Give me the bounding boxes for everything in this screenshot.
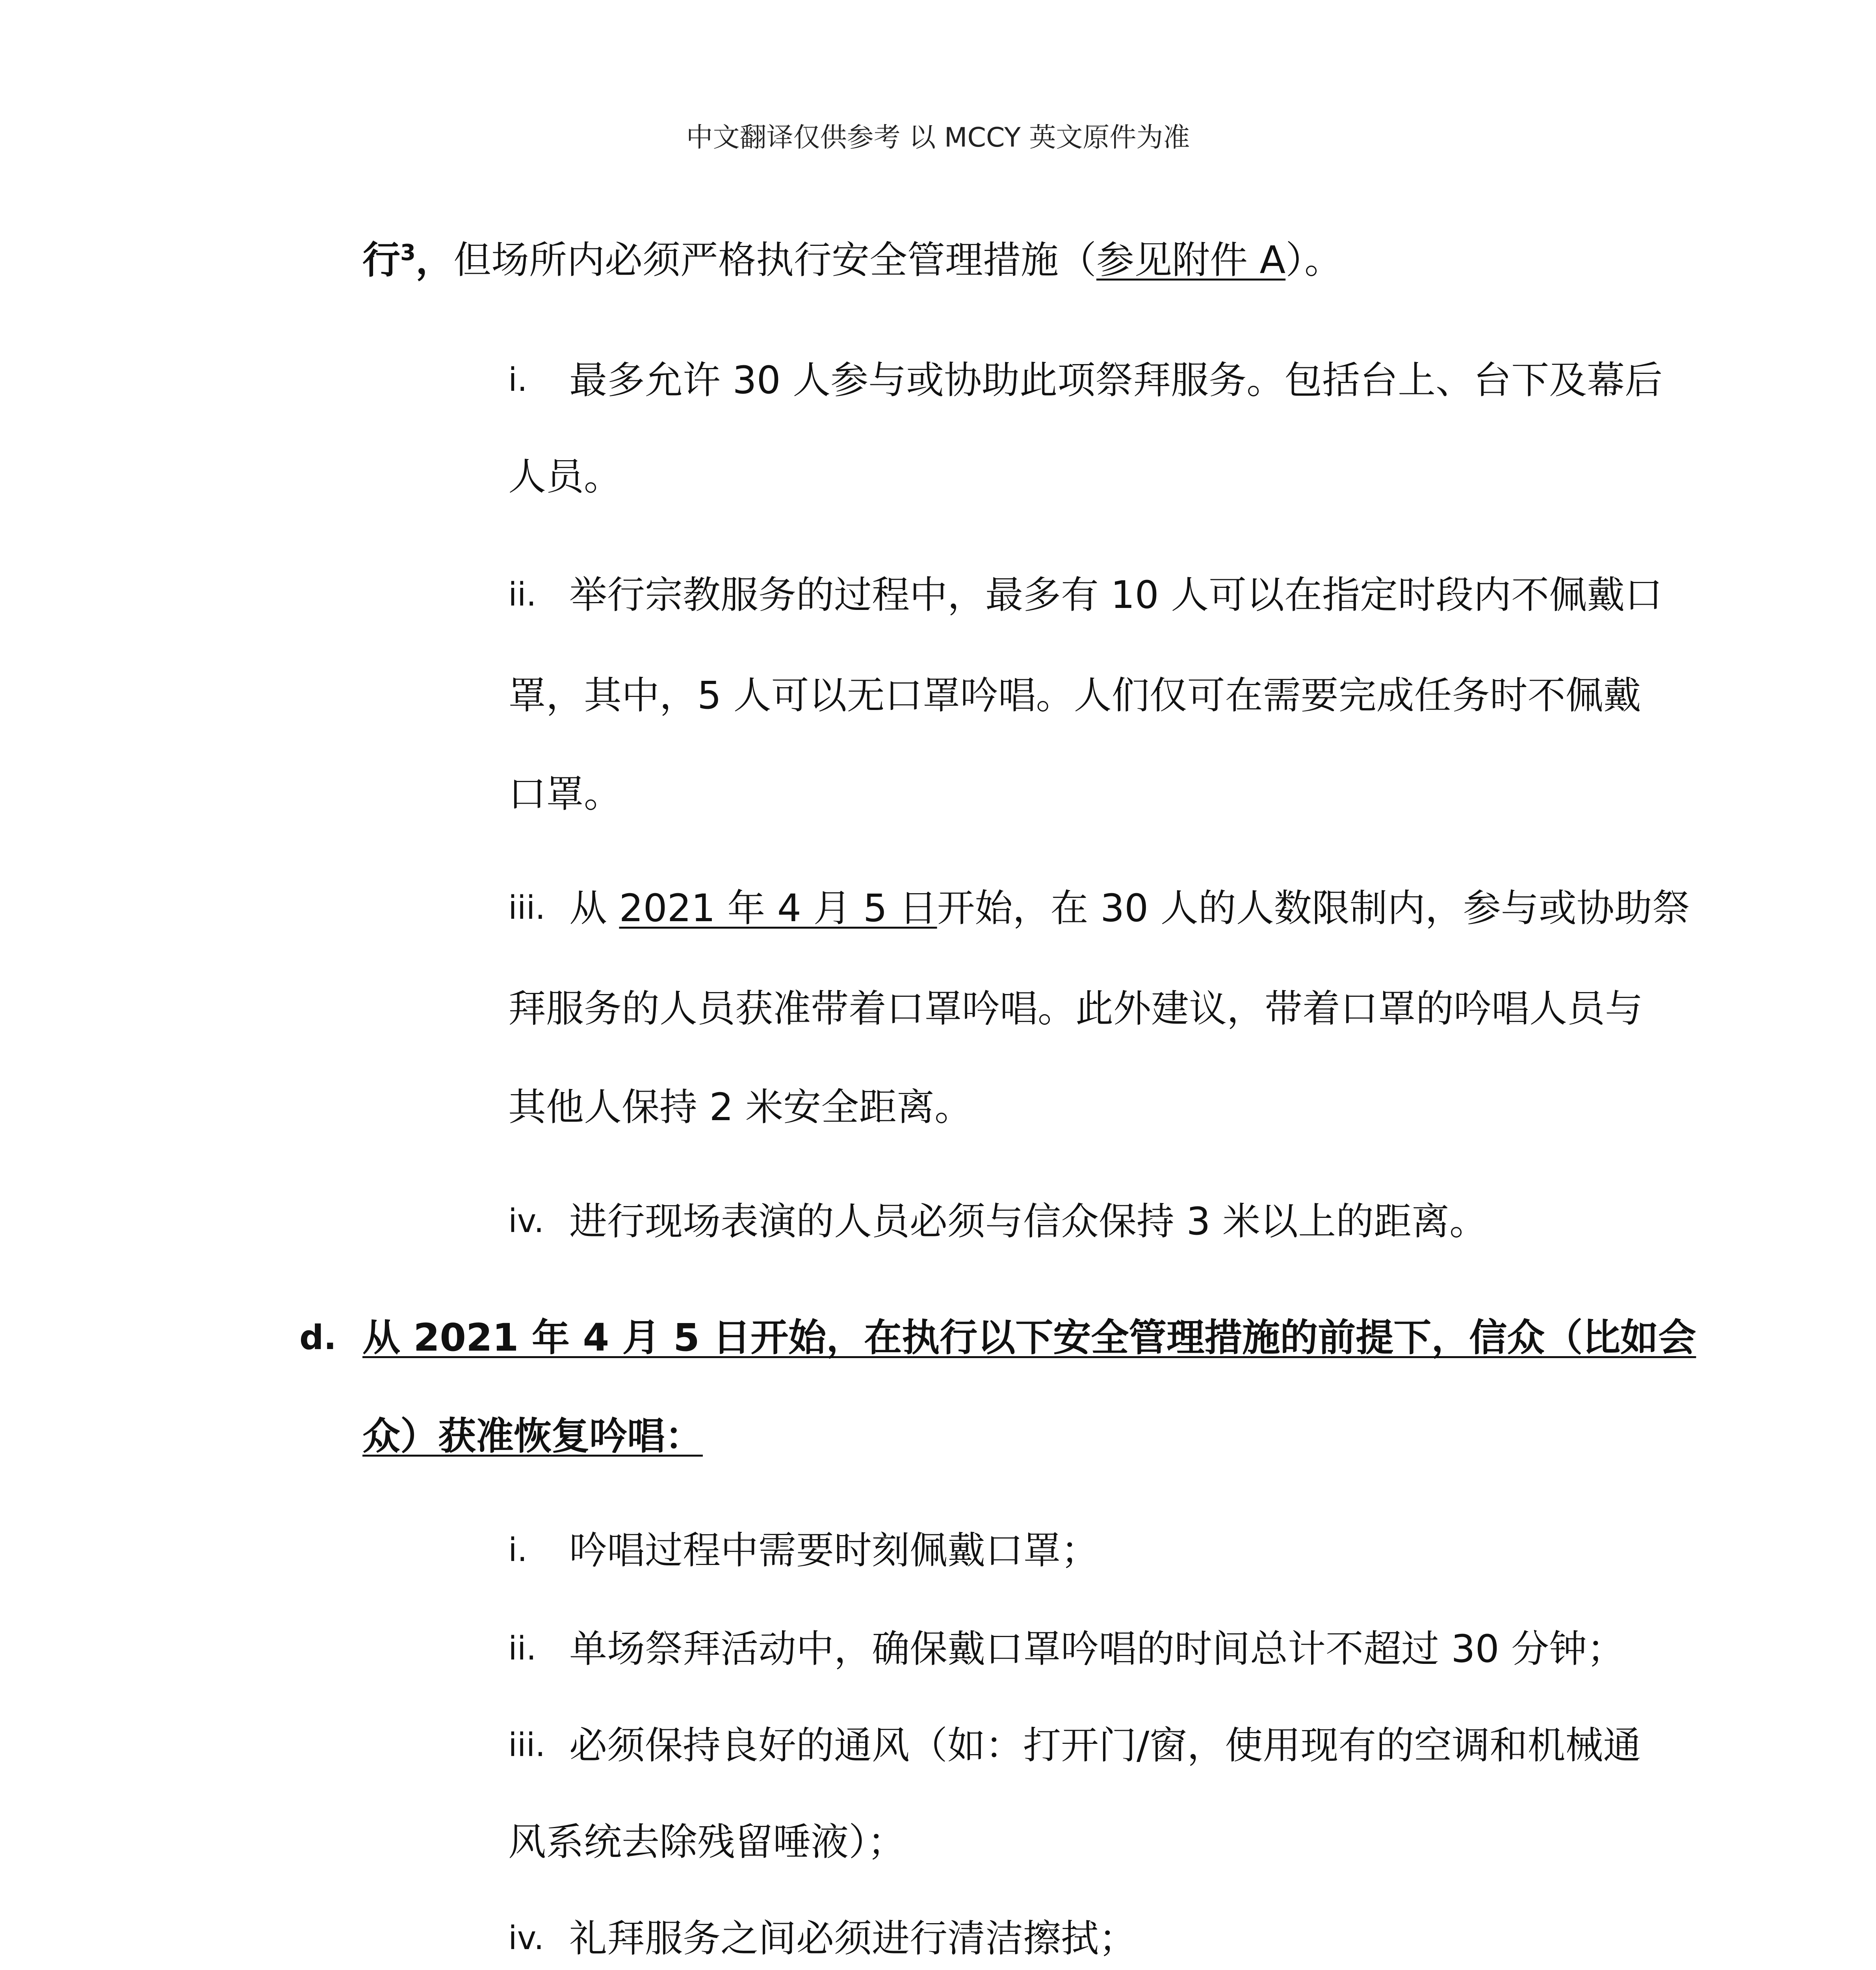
item-line: 礼拜服务之间必须进行清洁擦拭；: [569, 1916, 1137, 1961]
item-number: ii.: [508, 1630, 537, 1667]
intro-text-before-link: 但场所内必须严格执行安全管理措施（: [453, 238, 1096, 282]
item-line: 进行现场表演的人员必须与信众保持 3 米以上的距离。: [569, 1199, 1488, 1243]
item-number: ii.: [508, 576, 537, 613]
item-line: 最多允许 30 人参与或协助此项祭拜服务。包括台上、台下及幕后: [569, 358, 1663, 402]
item-text: 从: [569, 886, 619, 930]
item-line: 举行宗教服务的过程中，最多有 10 人可以在指定时段内不佩戴口: [569, 573, 1663, 617]
item-line: 吟唱过程中需要时刻佩戴口罩；: [569, 1528, 1099, 1572]
item-line: 拜服务的人员获准带着口罩吟唱。此外建议，带着口罩的吟唱人员与: [508, 987, 1643, 1031]
item-number: iv.: [508, 1202, 544, 1240]
date-link[interactable]: 2021 年 4 月 5 日: [619, 886, 937, 930]
annex-a-link[interactable]: 参见附件 A: [1096, 238, 1286, 282]
item-number: i.: [508, 361, 528, 399]
intro-text-after-link: ）。: [1285, 238, 1343, 282]
translation-notice-header: 中文翻译仅供参考 以 MCCY 英文原件为准: [686, 122, 1190, 153]
item-text: 开始，在 30 人的人数限制内，参与或协助祭: [937, 886, 1690, 930]
item-line: [569, 883, 1690, 934]
item-line: 其他人保持 2 米安全距离。: [508, 1085, 973, 1129]
footnote-ref-3[interactable]: 3: [400, 240, 416, 266]
section-d-heading-line: 从 2021 年 4 月 5 日开始，在执行以下安全管理措施的前提下，信众（比如会: [362, 1316, 1696, 1360]
item-line: 人员。: [508, 455, 622, 499]
item-number: i.: [508, 1531, 528, 1569]
item-number: iii.: [508, 889, 546, 927]
item-line: 罩，其中，5 人可以无口罩吟唱。人们仅可在需要完成任务时不佩戴: [508, 673, 1641, 717]
item-line: 单场祭拜活动中，确保戴口罩吟唱的时间总计不超过 30 分钟；: [569, 1627, 1625, 1671]
intro-bold-char: 行: [362, 238, 400, 282]
section-d-label: d.: [299, 1318, 337, 1357]
intro-line: [362, 234, 1342, 286]
section-d-heading-line: 众）获准恢复吟唱：: [362, 1414, 703, 1458]
item-number: iii.: [508, 1727, 546, 1764]
item-line: 必须保持良好的通风（如：打开门/窗，使用现有的空调和机械通: [569, 1723, 1641, 1767]
intro-bold-comma: ，: [415, 238, 453, 282]
item-line: 口罩。: [508, 772, 622, 816]
item-line: 风系统去除残留唾液）；: [508, 1820, 905, 1864]
item-number: iv.: [508, 1920, 544, 1957]
